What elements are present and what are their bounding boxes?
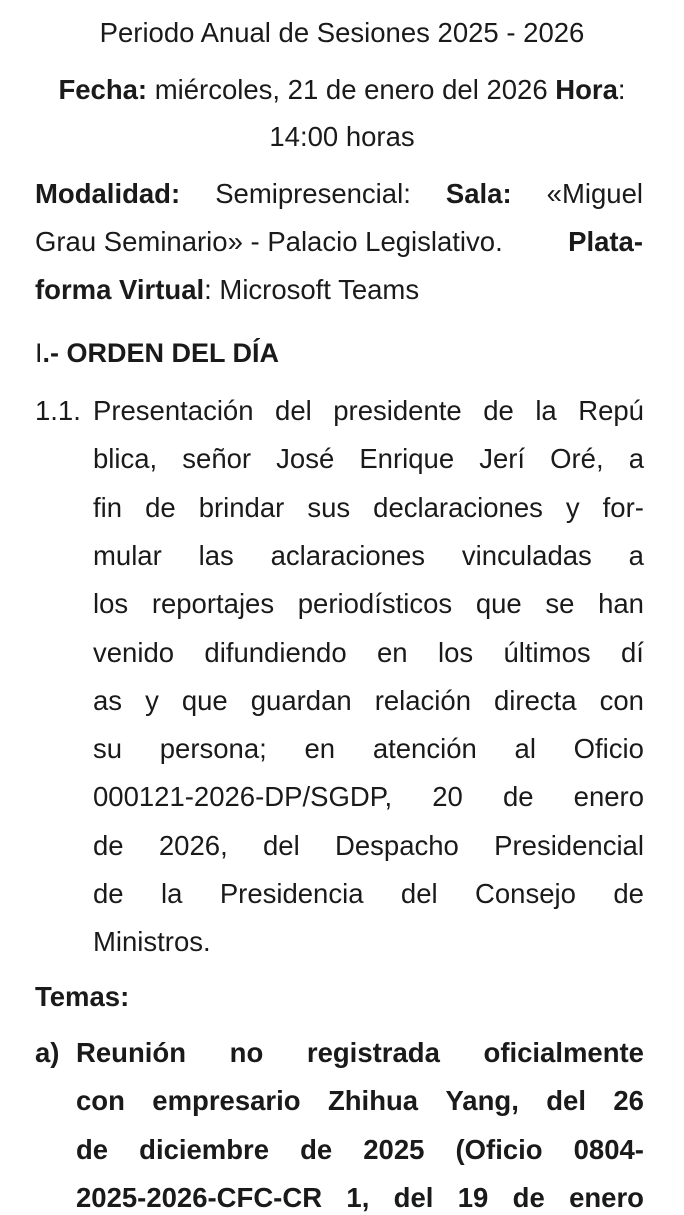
section-roman: I — [35, 338, 43, 368]
item-body-line — [93, 394, 644, 428]
item-body-word: venido — [93, 636, 175, 668]
tema-a-line — [76, 1133, 644, 1167]
hora-label: Hora — [555, 74, 618, 105]
item-body-word: se — [545, 588, 575, 620]
item-body-line — [93, 780, 644, 814]
plataforma-label-1: Plata- — [568, 226, 643, 257]
modalidad-line-1 — [35, 177, 643, 211]
modalidad-line-3 — [35, 273, 419, 307]
item-body-line — [93, 491, 644, 525]
item-body-line — [93, 442, 644, 476]
item-body-word: Enrique — [359, 443, 455, 475]
item-body-word: dí — [621, 636, 644, 668]
item-body-word: han — [598, 588, 644, 620]
item-body-word: fin — [93, 491, 123, 523]
item-body-line — [93, 636, 644, 670]
item-body-word: las — [198, 539, 234, 571]
item-body-word: José — [276, 443, 335, 475]
item-body-word: 2026, — [158, 829, 228, 861]
item-body-line — [93, 539, 644, 573]
tema-a-word: 19 — [457, 1181, 489, 1213]
item-body-word: que — [475, 588, 522, 620]
item-body-word: que — [181, 684, 228, 716]
item-body-word: en — [377, 636, 408, 668]
modalidad-label: Modalidad: — [35, 178, 181, 209]
item-body-word: difundiendo — [204, 636, 347, 668]
tema-a-word: de — [76, 1133, 109, 1165]
item-body-line — [93, 732, 644, 766]
item-body-word: reportajes — [151, 588, 275, 620]
item-body-line — [93, 829, 644, 863]
item-body-word: for- — [602, 491, 644, 523]
item-body-word: persona; — [159, 733, 267, 765]
item-body-word: de — [145, 491, 176, 523]
modalidad-value: Semipresencial: — [215, 178, 411, 209]
item-body-word: del — [275, 395, 312, 426]
item-body-word: de — [93, 878, 124, 909]
item-body-word: a — [628, 539, 644, 571]
item-body-word: 000121-2026-DP/SGDP, — [93, 781, 393, 813]
item-body-word: brindar — [198, 491, 285, 523]
tema-a-line — [76, 1084, 644, 1118]
sala-label: Sala: — [445, 178, 512, 209]
plataforma-value: : Microsoft Teams — [204, 274, 420, 305]
item-body-line — [93, 587, 644, 621]
item-body-word: presidente — [333, 395, 462, 426]
tema-a-word: oficialmente — [483, 1037, 644, 1068]
item-body-word: aclaraciones — [270, 539, 426, 571]
item-body-word: as — [93, 684, 123, 716]
item-body-word: blica, — [93, 443, 158, 475]
tema-a-word: del — [546, 1085, 586, 1117]
tema-a-marker — [35, 1036, 59, 1070]
item-body-word: últimos — [503, 636, 591, 668]
item-body-text: Ministros. — [93, 926, 211, 958]
tema-a-line — [76, 1181, 644, 1215]
item-body-word: en — [304, 733, 336, 765]
item-body-word: Consejo — [475, 878, 576, 909]
item-body-line — [93, 877, 644, 911]
item-body-word: Repú — [578, 395, 644, 426]
item-body-word: de — [93, 829, 124, 861]
tema-a-word: (Oficio — [455, 1133, 543, 1165]
item-body-word: relación — [374, 684, 471, 716]
sala-value-1: «Miguel — [546, 178, 643, 209]
modalidad-line-2 — [35, 225, 643, 259]
item-body-word: y — [145, 684, 159, 716]
section-title — [35, 336, 279, 370]
item-body-word: su — [93, 733, 123, 765]
tema-a-word: empresario — [152, 1085, 301, 1117]
item-body-word: atención — [372, 733, 477, 765]
item-body-word: sus — [307, 491, 351, 523]
item-body-word: al — [514, 733, 536, 765]
hora-colon: : — [617, 74, 626, 105]
plataforma-label-2: forma Virtual — [35, 274, 205, 305]
item-body-word: 20 — [432, 781, 463, 813]
item-body-line — [93, 684, 644, 718]
temas-label — [35, 980, 129, 1014]
temas-label-text: Temas: — [35, 981, 130, 1012]
item-body-word: y — [565, 491, 580, 523]
tema-a-word: diciembre — [139, 1133, 270, 1165]
item-body-word: los — [93, 588, 129, 620]
tema-a-word: 1, — [346, 1181, 370, 1213]
item-body-word: la — [535, 395, 557, 426]
tema-a-word: de — [512, 1181, 545, 1213]
item-body-word: enero — [573, 781, 644, 813]
item-body-word: de — [483, 395, 514, 426]
tema-a-word: enero — [569, 1181, 644, 1213]
date-line — [0, 73, 684, 107]
item-body-word: Oré, — [550, 443, 604, 475]
item-body-word: de — [613, 878, 644, 909]
tema-a-marker-text: a) — [35, 1037, 60, 1068]
fecha-value: miércoles, 21 de enero del 2026 — [154, 74, 548, 105]
tema-a-word: de — [300, 1133, 333, 1165]
item-body-word: Presidencial — [494, 829, 644, 861]
tema-a-word: Yang, — [445, 1085, 519, 1117]
item-body-word: Jerí — [479, 443, 526, 475]
session-period: Periodo Anual de Sesiones 2025 - 2026 — [99, 17, 585, 48]
item-body-line — [93, 925, 644, 959]
hora-value: 14:00 horas — [269, 121, 415, 152]
item-body-word: Oficio — [573, 733, 644, 765]
item-body-word: guardan — [250, 684, 352, 716]
tema-a-word: 2025 — [363, 1133, 425, 1165]
item-body-word: declaraciones — [373, 491, 543, 523]
item-number: 1.1. — [35, 395, 81, 426]
item-body-word: mular — [93, 539, 162, 571]
item-body-word: señor — [182, 443, 252, 475]
tema-a-word: con — [76, 1085, 125, 1117]
item-body-word: periodísticos — [297, 588, 453, 620]
item-body-word: de — [502, 781, 534, 813]
tema-a-word: 0804- — [573, 1133, 644, 1165]
tema-a-word: no — [229, 1037, 264, 1068]
item-body-word: Presentación — [93, 395, 254, 426]
item-body-word: a — [628, 443, 644, 475]
item-body-word: la — [161, 878, 183, 909]
item-body-word: Despacho — [335, 829, 459, 861]
tema-a-word: registrada — [306, 1037, 440, 1068]
tema-a-line — [76, 1036, 644, 1070]
tema-a-word: Zhihua — [327, 1085, 419, 1117]
item-body-word: los — [437, 636, 474, 668]
tema-a-word: 2025-2026-CFC-CR — [76, 1181, 323, 1213]
item-body-word: directa — [494, 684, 577, 716]
section-title-text: .- ORDEN DEL DÍA — [42, 338, 280, 368]
item-body-word: con — [599, 684, 644, 716]
item-body-word: del — [400, 878, 438, 909]
item-body-word: del — [263, 829, 300, 861]
tema-a-word: del — [393, 1181, 434, 1213]
tema-a-word: Reunión — [76, 1037, 186, 1068]
item-body-word: vinculadas — [461, 539, 592, 571]
item-body-word: Presidencia — [219, 878, 364, 909]
fecha-label: Fecha: — [58, 74, 148, 105]
tema-a-word: 26 — [613, 1085, 644, 1117]
sala-value-2: Grau Seminario» - Palacio Legislativo. — [35, 226, 503, 257]
